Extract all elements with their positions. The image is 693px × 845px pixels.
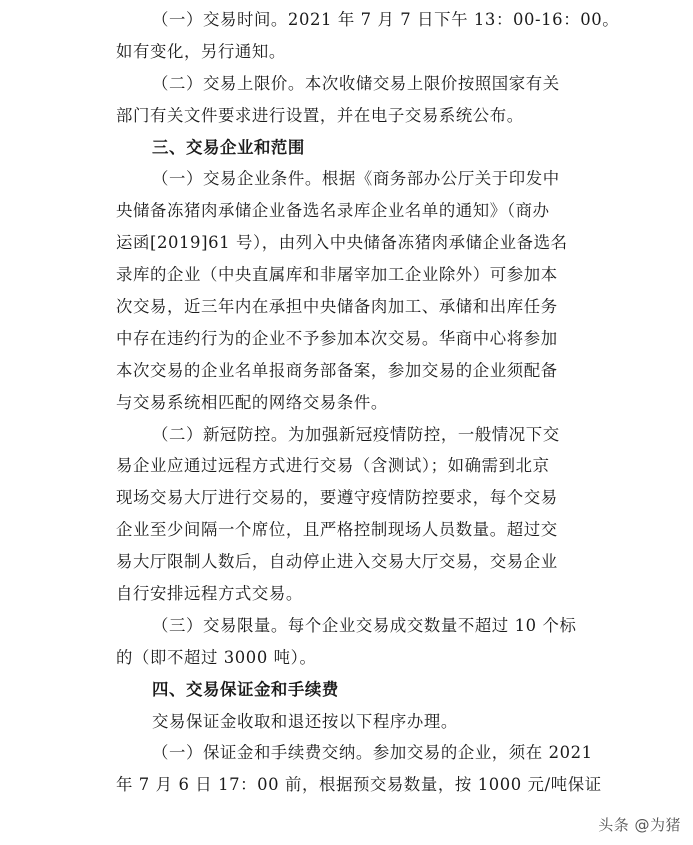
paragraph-line: 如有变化，另行通知。 bbox=[116, 41, 286, 61]
paragraph-line: 运函[2019]61 号），由列入中央储备冻猪肉承储企业备选名 bbox=[116, 233, 568, 253]
paragraph-line: （一）保证金和手续费交纳。参加交易的企业，须在 2021 bbox=[152, 743, 593, 763]
paragraph-line: 现场交易大厅进行交易的，要遵守疫情防控要求，每个交易 bbox=[116, 488, 558, 508]
paragraph-line: 年 7 月 6 日 17：00 前，根据预交易数量，按 1000 元/吨保证 bbox=[116, 775, 602, 795]
paragraph-line: 易大厅限制人数后，自动停止进入交易大厅交易，交易企业 bbox=[116, 552, 558, 572]
paragraph-line: 易企业应通过远程方式进行交易（含测试）；如确需到北京 bbox=[116, 456, 550, 476]
section-heading: 三、交易企业和范围 bbox=[152, 137, 305, 157]
paragraph-line: （一）交易时间。2021 年 7 月 7 日下午 13：00-16：00。 bbox=[152, 10, 620, 29]
watermark: 头条 @为猪 bbox=[598, 816, 681, 834]
paragraph-line: 与交易系统相匹配的网络交易条件。 bbox=[116, 392, 388, 412]
paragraph-line: （三）交易限量。每个企业交易成交数量不超过 10 个标 bbox=[152, 615, 577, 635]
paragraph-line: 企业至少间隔一个席位，且严格控制现场人员数量。超过交 bbox=[116, 520, 558, 540]
paragraph-line: （一）交易企业条件。根据《商务部办公厅关于印发中 bbox=[152, 169, 560, 189]
document-body bbox=[116, 4, 620, 801]
paragraph-line: 央储备冻猪肉承储企业备选名录库企业名单的通知》（商办 bbox=[116, 201, 550, 221]
paragraph-line: （二）交易上限价。本次收储交易上限价按照国家有关 bbox=[152, 73, 560, 93]
paragraph-line: 次交易，近三年内在承担中央储备肉加工、承储和出库任务 bbox=[116, 297, 558, 317]
paragraph-line: 中存在违约行为的企业不予参加本次交易。华商中心将参加 bbox=[116, 328, 558, 348]
paragraph-line: 的（即不超过 3000 吨）。 bbox=[116, 647, 317, 667]
paragraph-line: 交易保证金收取和退还按以下程序办理。 bbox=[152, 711, 458, 731]
paragraph-line: 本次交易的企业名单报商务部备案，参加交易的企业须配备 bbox=[116, 360, 558, 380]
section-heading: 四、交易保证金和手续费 bbox=[152, 679, 339, 699]
paragraph-line: 部门有关文件要求进行设置，并在电子交易系统公布。 bbox=[116, 105, 524, 125]
paragraph-line: （二）新冠防控。为加强新冠疫情防控，一般情况下交 bbox=[152, 424, 560, 444]
paragraph-line: 自行安排远程方式交易。 bbox=[116, 584, 303, 604]
paragraph-line: 录库的企业（中央直属库和非屠宰加工企业除外）可参加本 bbox=[116, 265, 558, 285]
